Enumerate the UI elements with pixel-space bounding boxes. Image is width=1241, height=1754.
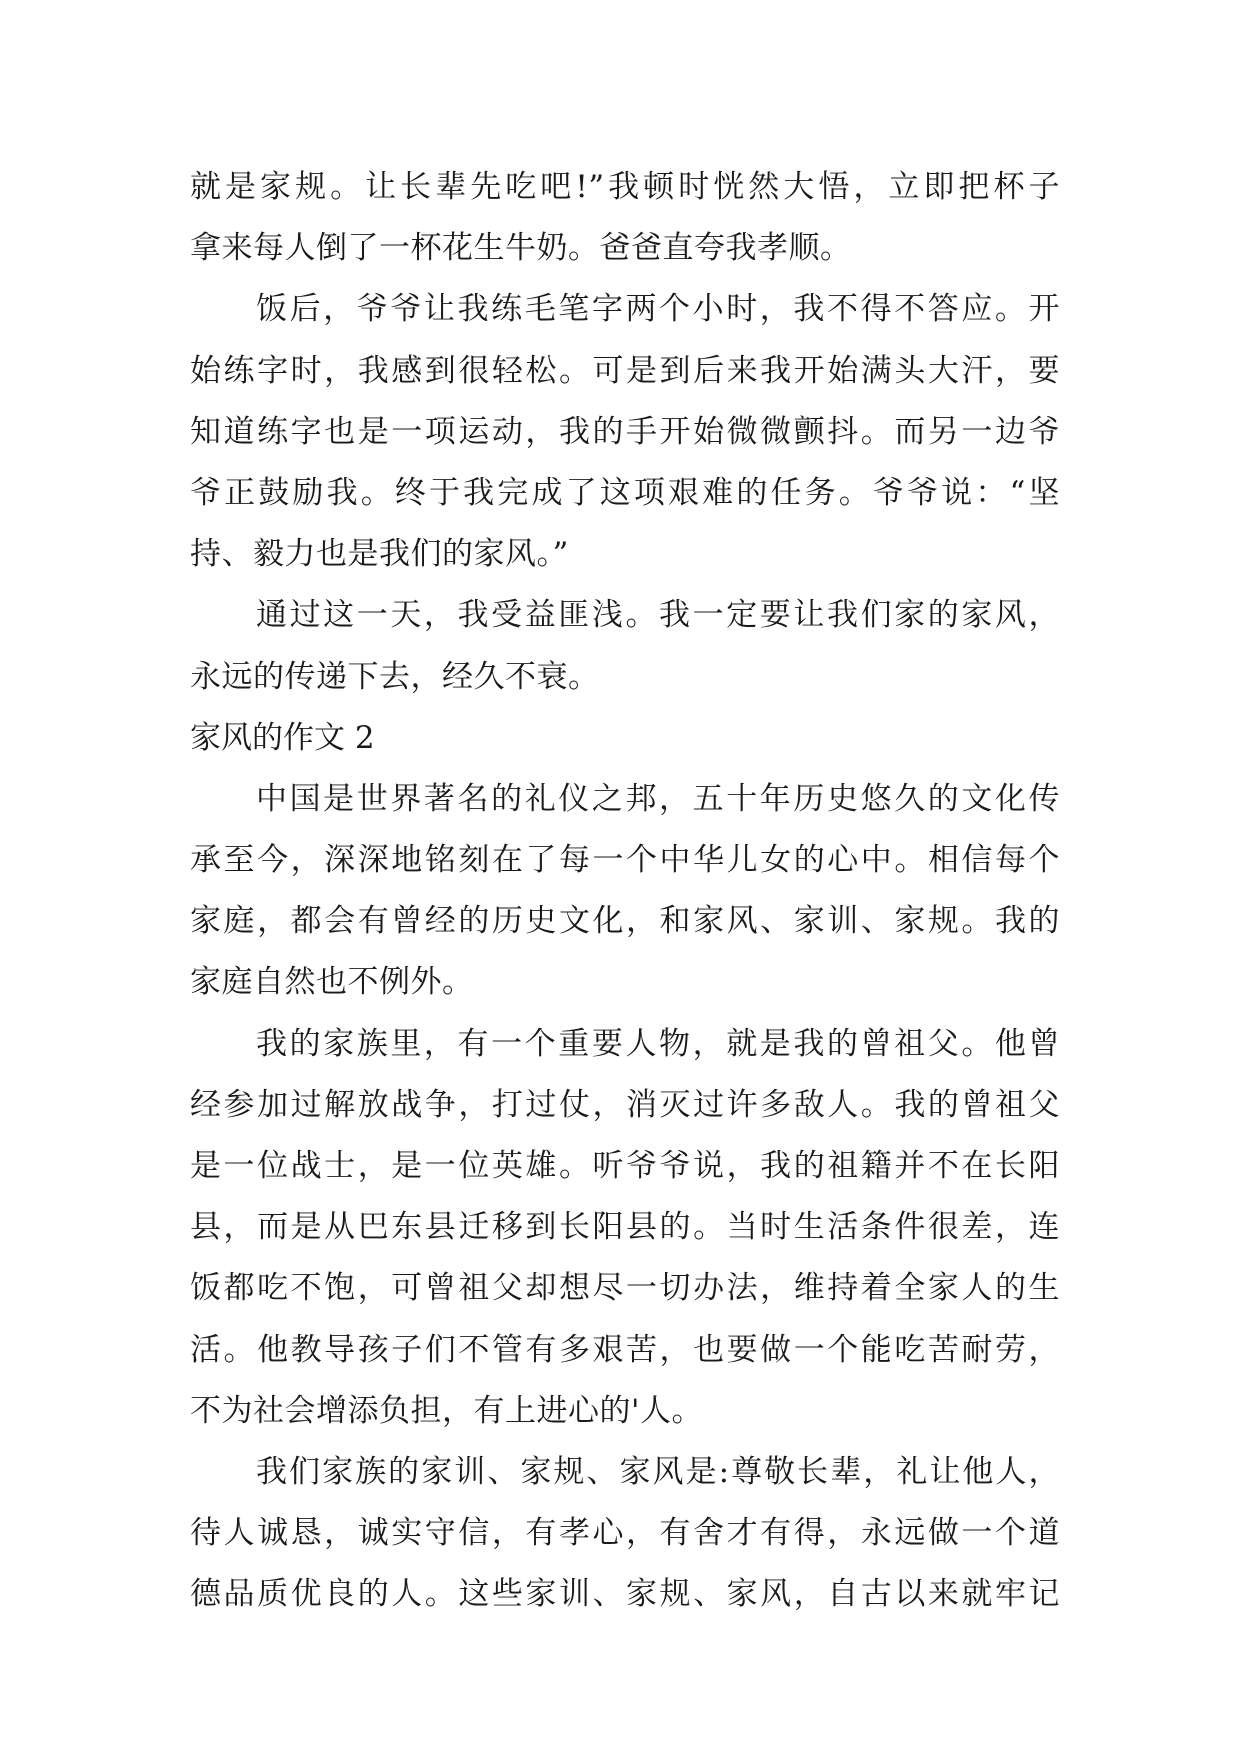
text-line: 永远的传递下去，经久不衰。 [190,658,600,695]
text-line: 活。他教导孩子们不管有多艰苦，也要做一个能吃苦耐劳， [190,1331,1060,1368]
text-line: 始练字时，我感到很轻松。可是到后来我开始满头大汗，要 [190,352,1060,389]
section-heading: 家风的作文 2 [190,719,375,756]
text-line: 饭都吃不饱，可曾祖父却想尽一切办法，维持着全家人的生 [190,1270,1060,1307]
text-line: 是一位战士，是一位英雄。听爷爷说，我的祖籍并不在长阳 [190,1148,1060,1184]
text-line: 经参加过解放战争，打过仗，消灭过许多敌人。我的曾祖父 [190,1086,1060,1123]
text-line: 待人诚恳，诚实守信，有孝心，有舍才有得，永远做一个道 [190,1515,1060,1552]
text-line: 爷正鼓励我。终于我完成了这项艰难的任务。爷爷说：“坚 [190,474,1060,511]
text-line: 县，而是从巴东县迁移到长阳县的。当时生活条件很差，连 [190,1209,1060,1246]
text-line: 家庭，都会有曾经的历史文化，和家风、家训、家规。我的 [190,903,1060,940]
text-line: 我的家族里，有一个重要人物，就是我的曾祖父。他曾 [256,1025,1060,1062]
text-line: 持、毅力也是我们的家风。” [190,536,569,573]
text-line: 就是家规。让长辈先吃吧!”我顿时恍然大悟，立即把杯子 [190,169,1060,205]
document-body [190,157,1060,1626]
text-line: 承至今，深深地铭刻在了每一个中华儿女的心中。相信每个 [190,842,1060,879]
text-line: 不为社会增添负担，有上进心的'人。 [190,1392,704,1429]
text-line: 我们家族的家训、家规、家风是:尊敬长辈，礼让他人， [256,1453,1060,1490]
text-line: 德品质优良的人。这些家训、家规、家风，自古以来就牢记 [190,1576,1060,1613]
text-line: 饭后，爷爷让我练毛笔字两个小时，我不得不答应。开 [256,291,1060,328]
text-line: 通过这一天，我受益匪浅。我一定要让我们家的家风， [256,597,1060,634]
text-line: 知道练字也是一项运动，我的手开始微微颤抖。而另一边爷 [190,413,1060,450]
text-line: 家庭自然也不例外。 [190,964,474,1001]
text-line: 拿来每人倒了一杯花生牛奶。爸爸直夸我孝顺。 [190,230,852,267]
text-line: 中国是世界著名的礼仪之邦，五十年历史悠久的文化传 [256,780,1060,817]
